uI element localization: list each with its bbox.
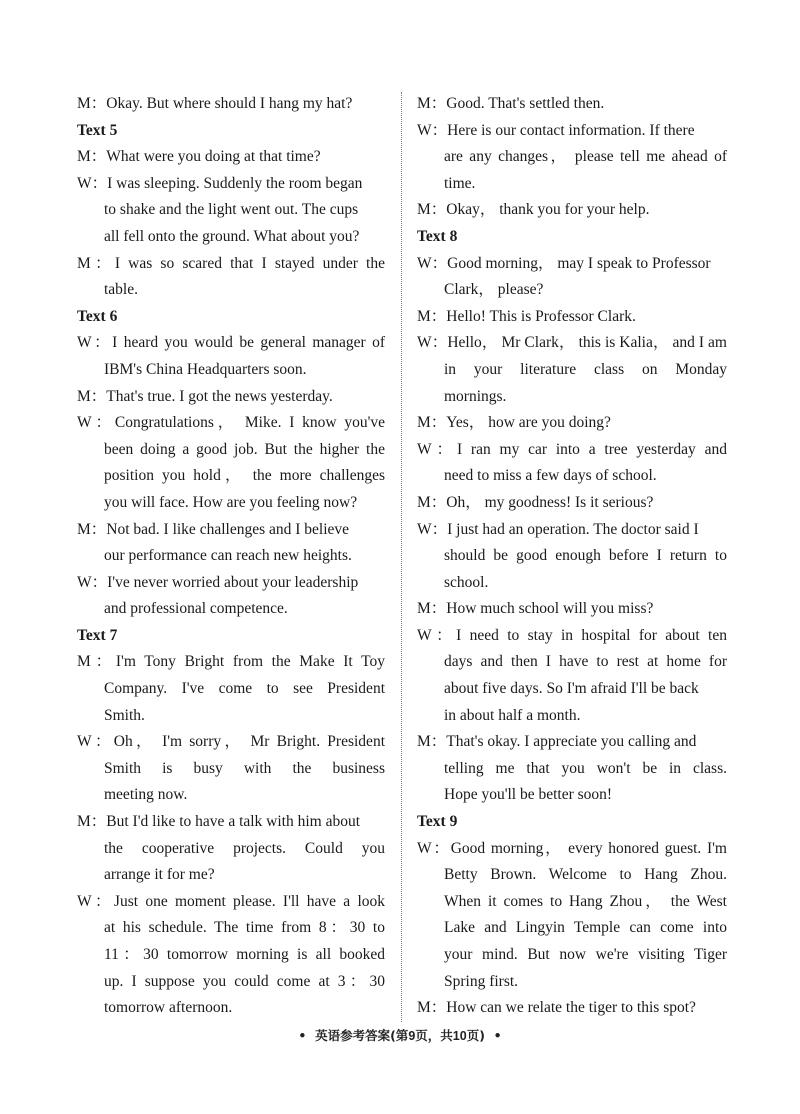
dialogue-continuation: are any changes， please tell me ahead of [444, 148, 727, 166]
dialogue-continuation: you will face. How are you feeling now? [104, 493, 358, 511]
dialogue-continuation: Spring first. [444, 972, 519, 990]
dialogue-line: W：I need to stay in hospital for about ten [417, 626, 727, 644]
dialogue-continuation: our performance can reach new heights. [104, 547, 352, 565]
footer-middle: 页，共 [415, 1028, 453, 1043]
dialogue-line: M：How much school will you miss? [417, 600, 654, 618]
dialogue-line: W：Here is our contact information. If there [417, 121, 695, 139]
footer-bullet-right: • [493, 1028, 502, 1043]
dialogue-continuation: to shake and the light went out. The cups [104, 201, 359, 219]
dialogue-continuation: When it comes to Hang Zhou， the West [444, 892, 727, 910]
dialogue-line: W：I was sleeping. Suddenly the room began [77, 174, 363, 192]
dialogue-continuation: been doing a good job. But the higher the [104, 440, 385, 458]
dialogue-line: W：I've never worried about your leadership [77, 573, 359, 591]
dialogue-line: W：Hello， Mr Clark， this is Kalia， and I am [417, 334, 727, 352]
right-column [417, 91, 727, 1022]
footer-total-pages: 10 [452, 1029, 467, 1043]
dialogue-continuation: at his schedule. The time from 8：30 to [104, 919, 385, 937]
dialogue-continuation: telling me that you won't be in class. [444, 759, 727, 777]
dialogue-continuation: the cooperative projects. Could you [104, 839, 385, 857]
dialogue-continuation: up. I suppose you could come at 3：30 [104, 972, 385, 990]
dialogue-continuation: in about half a month. [444, 706, 581, 724]
dialogue-continuation: tomorrow afternoon. [104, 999, 233, 1017]
dialogue-continuation: need to miss a few days of school. [444, 467, 657, 485]
dialogue-line: M：That's okay. I appreciate you calling and [417, 733, 697, 751]
dialogue-line: M：Hello! This is Professor Clark. [417, 307, 636, 325]
dialogue-continuation: arrange it for me? [104, 866, 215, 884]
dialogue-continuation: time. [444, 174, 476, 192]
footer-bullet-left: • [298, 1028, 307, 1043]
dialogue-continuation: school. [444, 573, 489, 591]
dialogue-line: W：I heard you would be general manager of [77, 334, 385, 352]
dialogue-continuation: meeting now. [104, 786, 188, 804]
dialogue-line: W：Good morning， may I speak to Professor [417, 254, 711, 272]
section-heading: Text 5 [77, 121, 118, 139]
dialogue-continuation: Lake and Lingyin Temple can come into [444, 919, 727, 937]
dialogue-continuation: IBM's China Headquarters soon. [104, 360, 307, 378]
dialogue-line: M：I'm Tony Bright from the Make It Toy [77, 653, 385, 671]
dialogue-continuation: about five days. So I'm afraid I'll be back [444, 680, 699, 698]
dialogue-continuation: 11：30 tomorrow morning is all booked [104, 946, 385, 963]
dialogue-line: M：Okay， thank you for your help. [417, 201, 650, 219]
dialogue-line: W：Congratulations， Mike. I know you've [77, 414, 385, 432]
column-divider [401, 92, 402, 1022]
dialogue-continuation: in your literature class on Monday [444, 360, 727, 378]
dialogue-line: M：Not bad. I like challenges and I believe [77, 520, 350, 538]
dialogue-continuation: Smith is busy with the business [104, 759, 385, 777]
dialogue-line: M：Yes， how are you doing? [417, 414, 611, 432]
dialogue-line: M：Oh， my goodness! Is it serious? [417, 493, 654, 511]
dialogue-continuation: table. [104, 281, 138, 299]
dialogue-continuation: Betty Brown. Welcome to Hang Zhou. [444, 866, 727, 884]
section-heading: Text 8 [417, 227, 458, 245]
dialogue-line: W：I just had an operation. The doctor said I [417, 520, 699, 538]
section-heading: Text 9 [417, 813, 458, 831]
dialogue-line: M：That's true. I got the news yesterday. [77, 387, 333, 405]
section-heading: Text 7 [77, 626, 118, 644]
dialogue-line: M：What were you doing at that time? [77, 148, 321, 166]
dialogue-continuation: and professional competence. [104, 600, 288, 618]
page-footer [0, 1026, 800, 1044]
dialogue-line: W：I ran my car into a tree yesterday and [417, 440, 727, 458]
dialogue-continuation: Clark， please? [444, 281, 544, 299]
dialogue-line: M：How can we relate the tiger to this spot? [417, 999, 696, 1017]
dialogue-continuation: your mind. But now we're visiting Tiger [444, 946, 727, 963]
dialogue-continuation: Hope you'll be better soon! [444, 786, 613, 804]
left-column [77, 91, 385, 1022]
dialogue-continuation: mornings. [444, 387, 507, 405]
dialogue-line: M：But I'd like to have a talk with him about [77, 813, 361, 831]
dialogue-continuation: all fell onto the ground. What about you? [104, 227, 360, 245]
dialogue-continuation: days and then I have to rest at home for [444, 653, 727, 671]
dialogue-continuation: position you hold， the more challenges [104, 467, 385, 485]
footer-suffix: 页) [466, 1028, 485, 1043]
dialogue-line: M：Good. That's settled then. [417, 95, 605, 112]
dialogue-line: W：Just one moment please. I'll have a look [77, 892, 385, 910]
section-heading: Text 6 [77, 307, 118, 325]
dialogue-line: M：Okay. But where should I hang my hat? [77, 95, 353, 112]
dialogue-continuation: Smith. [104, 706, 145, 724]
footer-page-number: 9 [408, 1029, 416, 1043]
dialogue-line: W：Good morning， every honored guest. I'm [417, 839, 727, 857]
dialogue-line: W：Oh， I'm sorry， Mr Bright. President [77, 733, 385, 751]
dialogue-continuation: Company. I've come to see President [104, 680, 385, 698]
footer-prefix: 英语参考答案(第 [315, 1028, 409, 1043]
dialogue-line: M：I was so scared that I stayed under the [77, 254, 385, 272]
dialogue-continuation: should be good enough before I return to [444, 547, 727, 565]
